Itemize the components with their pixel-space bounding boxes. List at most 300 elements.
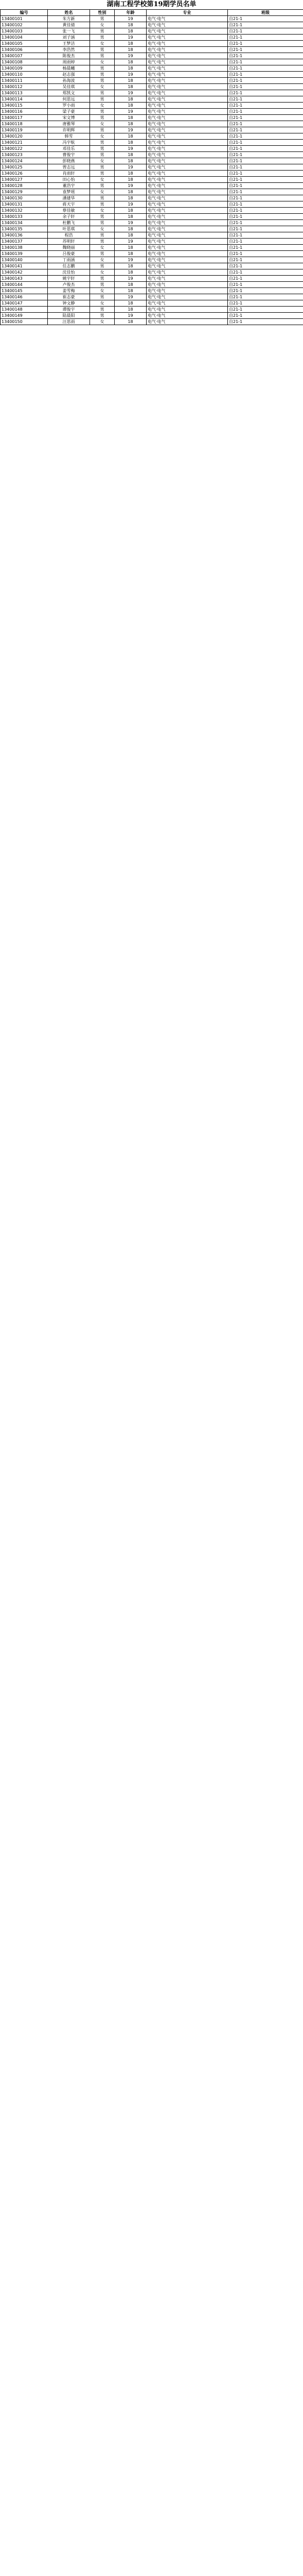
cell-id: 13400135 <box>1 226 48 232</box>
cell-class: 自21-1 <box>228 195 303 201</box>
cell-name: 李浩然 <box>48 47 90 53</box>
cell-name: 程浩 <box>48 232 90 239</box>
cell-class: 自21-1 <box>228 288 303 294</box>
table-row <box>1 28 303 35</box>
cell-class: 自21-1 <box>228 300 303 307</box>
cell-class: 自21-1 <box>228 22 303 28</box>
cell-age: 19 <box>115 127 147 133</box>
cell-sex: 男 <box>90 90 115 96</box>
table-row <box>1 47 303 53</box>
table-row <box>1 171 303 177</box>
cell-major: 电气·电气 <box>147 195 228 201</box>
table-row <box>1 201 303 208</box>
cell-id: 13400121 <box>1 140 48 146</box>
cell-sex: 女 <box>90 103 115 109</box>
header-name: 姓名 <box>48 10 90 16</box>
cell-class: 自21-1 <box>228 208 303 214</box>
cell-id: 13400114 <box>1 96 48 103</box>
table-row <box>1 276 303 282</box>
cell-class: 自21-1 <box>228 319 303 325</box>
cell-name: 崔志豪 <box>48 294 90 300</box>
cell-id: 13400134 <box>1 220 48 226</box>
cell-class: 自21-1 <box>228 16 303 22</box>
cell-class: 自21-1 <box>228 282 303 288</box>
cell-name: 叶思琪 <box>48 226 90 232</box>
cell-sex: 男 <box>90 78 115 84</box>
cell-class: 自21-1 <box>228 59 303 65</box>
cell-major: 电气·电气 <box>147 28 228 35</box>
cell-major: 电气·电气 <box>147 152 228 158</box>
cell-class: 自21-1 <box>228 96 303 103</box>
cell-major: 电气·电气 <box>147 319 228 325</box>
table-row <box>1 208 303 214</box>
cell-class: 自21-1 <box>228 140 303 146</box>
cell-major: 电气·电气 <box>147 201 228 208</box>
cell-class: 自21-1 <box>228 269 303 276</box>
cell-major: 电气·电气 <box>147 226 228 232</box>
cell-age: 18 <box>115 158 147 164</box>
cell-class: 自21-1 <box>228 103 303 109</box>
cell-name: 陈俊杰 <box>48 53 90 59</box>
cell-age: 19 <box>115 35 147 41</box>
cell-name: 谭俊宇 <box>48 307 90 313</box>
roster-table <box>0 9 303 325</box>
cell-age: 18 <box>115 226 147 232</box>
cell-major: 电气·电气 <box>147 16 228 22</box>
cell-class: 自21-1 <box>228 183 303 189</box>
cell-class: 自21-1 <box>228 47 303 53</box>
cell-major: 电气·电气 <box>147 84 228 90</box>
cell-age: 19 <box>115 257 147 263</box>
cell-major: 电气·电气 <box>147 245 228 251</box>
cell-id: 13400103 <box>1 28 48 35</box>
cell-sex: 女 <box>90 121 115 127</box>
cell-name: 彭晓燕 <box>48 158 90 164</box>
cell-id: 13400144 <box>1 282 48 288</box>
cell-age: 18 <box>115 22 147 28</box>
cell-major: 电气·电气 <box>147 140 228 146</box>
table-row <box>1 90 303 96</box>
cell-class: 自21-1 <box>228 158 303 164</box>
cell-class: 自21-1 <box>228 41 303 47</box>
table-row <box>1 109 303 115</box>
cell-major: 电气·电气 <box>147 164 228 171</box>
cell-id: 13400101 <box>1 16 48 22</box>
cell-class: 自21-1 <box>228 109 303 115</box>
cell-age: 18 <box>115 214 147 220</box>
cell-id: 13400130 <box>1 195 48 201</box>
cell-major: 电气·电气 <box>147 127 228 133</box>
cell-name: 罗小雨 <box>48 103 90 109</box>
cell-age: 19 <box>115 164 147 171</box>
cell-age: 18 <box>115 152 147 158</box>
cell-age: 19 <box>115 109 147 115</box>
cell-major: 电气·电气 <box>147 307 228 313</box>
cell-major: 电气·电气 <box>147 53 228 59</box>
header-id: 编号 <box>1 10 48 16</box>
cell-sex: 女 <box>90 300 115 307</box>
cell-name: 王梦洁 <box>48 41 90 47</box>
cell-sex: 男 <box>90 263 115 269</box>
cell-class: 自21-1 <box>228 90 303 96</box>
cell-sex: 女 <box>90 319 115 325</box>
cell-sex: 男 <box>90 109 115 115</box>
cell-age: 18 <box>115 28 147 35</box>
cell-class: 自21-1 <box>228 245 303 251</box>
cell-id: 13400128 <box>1 183 48 189</box>
cell-name: 刘子涵 <box>48 35 90 41</box>
cell-id: 13400141 <box>1 263 48 269</box>
table-row <box>1 158 303 164</box>
cell-sex: 男 <box>90 282 115 288</box>
table-row <box>1 183 303 189</box>
cell-name: 许明辉 <box>48 127 90 133</box>
cell-sex: 男 <box>90 47 115 53</box>
cell-age: 18 <box>115 47 147 53</box>
table-row <box>1 263 303 269</box>
header-major: 专业 <box>147 10 228 16</box>
cell-age: 18 <box>115 41 147 47</box>
cell-major: 电气·电气 <box>147 41 228 47</box>
table-row <box>1 16 303 22</box>
cell-class: 自21-1 <box>228 307 303 313</box>
cell-sex: 男 <box>90 146 115 152</box>
table-row <box>1 269 303 276</box>
cell-id: 13400113 <box>1 90 48 96</box>
cell-name: 何思远 <box>48 96 90 103</box>
cell-class: 自21-1 <box>228 146 303 152</box>
cell-name: 孙海波 <box>48 78 90 84</box>
cell-age: 18 <box>115 208 147 214</box>
cell-id: 13400102 <box>1 22 48 28</box>
cell-age: 18 <box>115 319 147 325</box>
document-title: 湖南工程学校第19期学员名单 <box>106 1 197 8</box>
cell-id: 13400104 <box>1 35 48 41</box>
cell-age: 18 <box>115 59 147 65</box>
cell-major: 电气·电气 <box>147 288 228 294</box>
cell-age: 18 <box>115 78 147 84</box>
cell-class: 自21-1 <box>228 294 303 300</box>
cell-sex: 女 <box>90 133 115 140</box>
cell-major: 电气·电气 <box>147 239 228 245</box>
cell-sex: 女 <box>90 59 115 65</box>
cell-age: 18 <box>115 269 147 276</box>
cell-class: 自21-1 <box>228 251 303 257</box>
cell-major: 电气·电气 <box>147 78 228 84</box>
cell-class: 自21-1 <box>228 28 303 35</box>
cell-id: 13400143 <box>1 276 48 282</box>
cell-class: 自21-1 <box>228 84 303 90</box>
header-age: 年龄 <box>115 10 147 16</box>
cell-age: 18 <box>115 121 147 127</box>
cell-class: 自21-1 <box>228 53 303 59</box>
table-row <box>1 288 303 294</box>
table-row <box>1 84 303 90</box>
document <box>0 0 303 325</box>
cell-sex: 女 <box>90 269 115 276</box>
cell-major: 电气·电气 <box>147 96 228 103</box>
cell-name: 梁子豪 <box>48 109 90 115</box>
cell-class: 自21-1 <box>228 121 303 127</box>
cell-major: 电气·电气 <box>147 133 228 140</box>
cell-class: 自21-1 <box>228 239 303 245</box>
cell-name: 沈佳怡 <box>48 269 90 276</box>
cell-name: 潘建华 <box>48 195 90 201</box>
cell-class: 自21-1 <box>228 171 303 177</box>
cell-name: 赵志强 <box>48 72 90 78</box>
table-row <box>1 177 303 183</box>
cell-major: 电气·电气 <box>147 171 228 177</box>
cell-name: 蔡佳敏 <box>48 208 90 214</box>
cell-age: 18 <box>115 140 147 146</box>
cell-name: 魏晓丽 <box>48 245 90 251</box>
cell-id: 13400146 <box>1 294 48 300</box>
table-row <box>1 294 303 300</box>
table-row <box>1 300 303 307</box>
table-header-row <box>1 10 303 16</box>
table-row <box>1 121 303 127</box>
cell-major: 电气·电气 <box>147 294 228 300</box>
cell-sex: 男 <box>90 239 115 245</box>
cell-id: 13400124 <box>1 158 48 164</box>
cell-major: 电气·电气 <box>147 208 228 214</box>
cell-age: 18 <box>115 96 147 103</box>
cell-sex: 女 <box>90 41 115 47</box>
cell-sex: 男 <box>90 276 115 282</box>
cell-age: 18 <box>115 307 147 313</box>
table-row <box>1 189 303 195</box>
cell-age: 19 <box>115 53 147 59</box>
cell-name: 丁雨涵 <box>48 257 90 263</box>
cell-major: 电气·电气 <box>147 90 228 96</box>
cell-id: 13400123 <box>1 152 48 158</box>
cell-major: 电气·电气 <box>147 251 228 257</box>
table-row <box>1 152 303 158</box>
cell-sex: 女 <box>90 288 115 294</box>
cell-sex: 男 <box>90 171 115 177</box>
cell-class: 自21-1 <box>228 177 303 183</box>
cell-major: 电气·电气 <box>147 183 228 189</box>
cell-name: 钟文静 <box>48 300 90 307</box>
cell-class: 自21-1 <box>228 65 303 72</box>
cell-class: 自21-1 <box>228 78 303 84</box>
cell-name: 董浩宇 <box>48 183 90 189</box>
cell-class: 自21-1 <box>228 189 303 195</box>
cell-id: 13400150 <box>1 319 48 325</box>
cell-major: 电气·电气 <box>147 72 228 78</box>
cell-major: 电气·电气 <box>147 146 228 152</box>
cell-major: 电气·电气 <box>147 65 228 72</box>
cell-name: 杨晨曦 <box>48 65 90 72</box>
cell-sex: 男 <box>90 201 115 208</box>
table-row <box>1 22 303 28</box>
cell-class: 自21-1 <box>228 232 303 239</box>
cell-sex: 女 <box>90 177 115 183</box>
table-row <box>1 282 303 288</box>
cell-major: 电气·电气 <box>147 115 228 121</box>
cell-id: 13400106 <box>1 47 48 53</box>
cell-name: 周雨婷 <box>48 59 90 65</box>
cell-id: 13400131 <box>1 201 48 208</box>
cell-class: 自21-1 <box>228 72 303 78</box>
cell-name: 宋文博 <box>48 115 90 121</box>
cell-sex: 男 <box>90 294 115 300</box>
cell-class: 自21-1 <box>228 313 303 319</box>
cell-name: 杜鹏飞 <box>48 220 90 226</box>
cell-major: 电气·电气 <box>147 177 228 183</box>
table-row <box>1 226 303 232</box>
cell-major: 电气·电气 <box>147 276 228 282</box>
cell-id: 13400149 <box>1 313 48 319</box>
cell-class: 自21-1 <box>228 214 303 220</box>
cell-major: 电气·电气 <box>147 189 228 195</box>
cell-name: 任志鹏 <box>48 263 90 269</box>
cell-major: 电气·电气 <box>147 263 228 269</box>
cell-name: 苏明轩 <box>48 239 90 245</box>
cell-age: 18 <box>115 282 147 288</box>
cell-id: 13400105 <box>1 41 48 47</box>
cell-class: 自21-1 <box>228 127 303 133</box>
cell-major: 电气·电气 <box>147 35 228 41</box>
cell-sex: 男 <box>90 251 115 257</box>
cell-major: 电气·电气 <box>147 109 228 115</box>
cell-age: 19 <box>115 276 147 282</box>
table-row <box>1 232 303 239</box>
cell-id: 13400117 <box>1 115 48 121</box>
table-row <box>1 239 303 245</box>
cell-class: 自21-1 <box>228 257 303 263</box>
cell-age: 19 <box>115 146 147 152</box>
cell-age: 18 <box>115 171 147 177</box>
table-row <box>1 78 303 84</box>
cell-age: 19 <box>115 294 147 300</box>
cell-id: 13400107 <box>1 53 48 59</box>
cell-age: 19 <box>115 220 147 226</box>
cell-class: 自21-1 <box>228 152 303 158</box>
cell-sex: 女 <box>90 84 115 90</box>
cell-major: 电气·电气 <box>147 313 228 319</box>
cell-age: 18 <box>115 195 147 201</box>
cell-sex: 男 <box>90 53 115 59</box>
table-row <box>1 214 303 220</box>
cell-major: 电气·电气 <box>147 214 228 220</box>
cell-sex: 男 <box>90 96 115 103</box>
cell-age: 18 <box>115 115 147 121</box>
cell-major: 电气·电气 <box>147 103 228 109</box>
cell-id: 13400137 <box>1 239 48 245</box>
cell-id: 13400119 <box>1 127 48 133</box>
cell-major: 电气·电气 <box>147 22 228 28</box>
cell-age: 18 <box>115 84 147 90</box>
table-row <box>1 307 303 313</box>
table-row <box>1 35 303 41</box>
table-row <box>1 133 303 140</box>
cell-id: 13400138 <box>1 245 48 251</box>
cell-sex: 女 <box>90 189 115 195</box>
cell-class: 自21-1 <box>228 35 303 41</box>
cell-id: 13400129 <box>1 189 48 195</box>
cell-sex: 男 <box>90 183 115 189</box>
cell-sex: 男 <box>90 65 115 72</box>
cell-age: 18 <box>115 189 147 195</box>
cell-age: 19 <box>115 72 147 78</box>
cell-id: 13400112 <box>1 84 48 90</box>
cell-sex: 男 <box>90 127 115 133</box>
cell-class: 自21-1 <box>228 115 303 121</box>
cell-sex: 男 <box>90 220 115 226</box>
table-row <box>1 127 303 133</box>
cell-id: 13400109 <box>1 65 48 72</box>
table-row <box>1 313 303 319</box>
cell-major: 电气·电气 <box>147 269 228 276</box>
cell-class: 自21-1 <box>228 201 303 208</box>
cell-sex: 男 <box>90 140 115 146</box>
table-body <box>1 16 303 325</box>
cell-age: 19 <box>115 90 147 96</box>
header-class: 班级 <box>228 10 303 16</box>
cell-name: 余子轩 <box>48 214 90 220</box>
cell-name: 蒋天宇 <box>48 201 90 208</box>
table-row <box>1 59 303 65</box>
table-row <box>1 65 303 72</box>
cell-age: 18 <box>115 300 147 307</box>
cell-age: 18 <box>115 263 147 269</box>
table-row <box>1 257 303 263</box>
cell-id: 13400133 <box>1 214 48 220</box>
cell-id: 13400125 <box>1 164 48 171</box>
cell-age: 18 <box>115 177 147 183</box>
cell-id: 13400116 <box>1 109 48 115</box>
cell-major: 电气·电气 <box>147 257 228 263</box>
cell-name: 陆晨阳 <box>48 313 90 319</box>
cell-age: 18 <box>115 245 147 251</box>
cell-sex: 女 <box>90 208 115 214</box>
cell-major: 电气·电气 <box>147 300 228 307</box>
cell-id: 13400142 <box>1 269 48 276</box>
cell-class: 自21-1 <box>228 263 303 269</box>
cell-id: 13400115 <box>1 103 48 109</box>
table-row <box>1 251 303 257</box>
cell-sex: 女 <box>90 158 115 164</box>
cell-age: 18 <box>115 232 147 239</box>
cell-name: 黄佳倩 <box>48 22 90 28</box>
cell-id: 13400139 <box>1 251 48 257</box>
header-sex: 性别 <box>90 10 115 16</box>
table-row <box>1 41 303 47</box>
cell-sex: 男 <box>90 195 115 201</box>
cell-sex: 女 <box>90 22 115 28</box>
table-row <box>1 96 303 103</box>
cell-id: 13400111 <box>1 78 48 84</box>
table-row <box>1 115 303 121</box>
table-row <box>1 103 303 109</box>
cell-id: 13400140 <box>1 257 48 263</box>
cell-name: 唐雅琴 <box>48 121 90 127</box>
cell-name: 田心怡 <box>48 177 90 183</box>
cell-major: 电气·电气 <box>147 282 228 288</box>
table-row <box>1 140 303 146</box>
table-row <box>1 53 303 59</box>
cell-sex: 女 <box>90 245 115 251</box>
table-row <box>1 72 303 78</box>
table-row <box>1 245 303 251</box>
cell-id: 13400126 <box>1 171 48 177</box>
cell-age: 19 <box>115 201 147 208</box>
cell-major: 电气·电气 <box>147 232 228 239</box>
cell-age: 19 <box>115 313 147 319</box>
cell-sex: 男 <box>90 72 115 78</box>
cell-name: 张一飞 <box>48 28 90 35</box>
